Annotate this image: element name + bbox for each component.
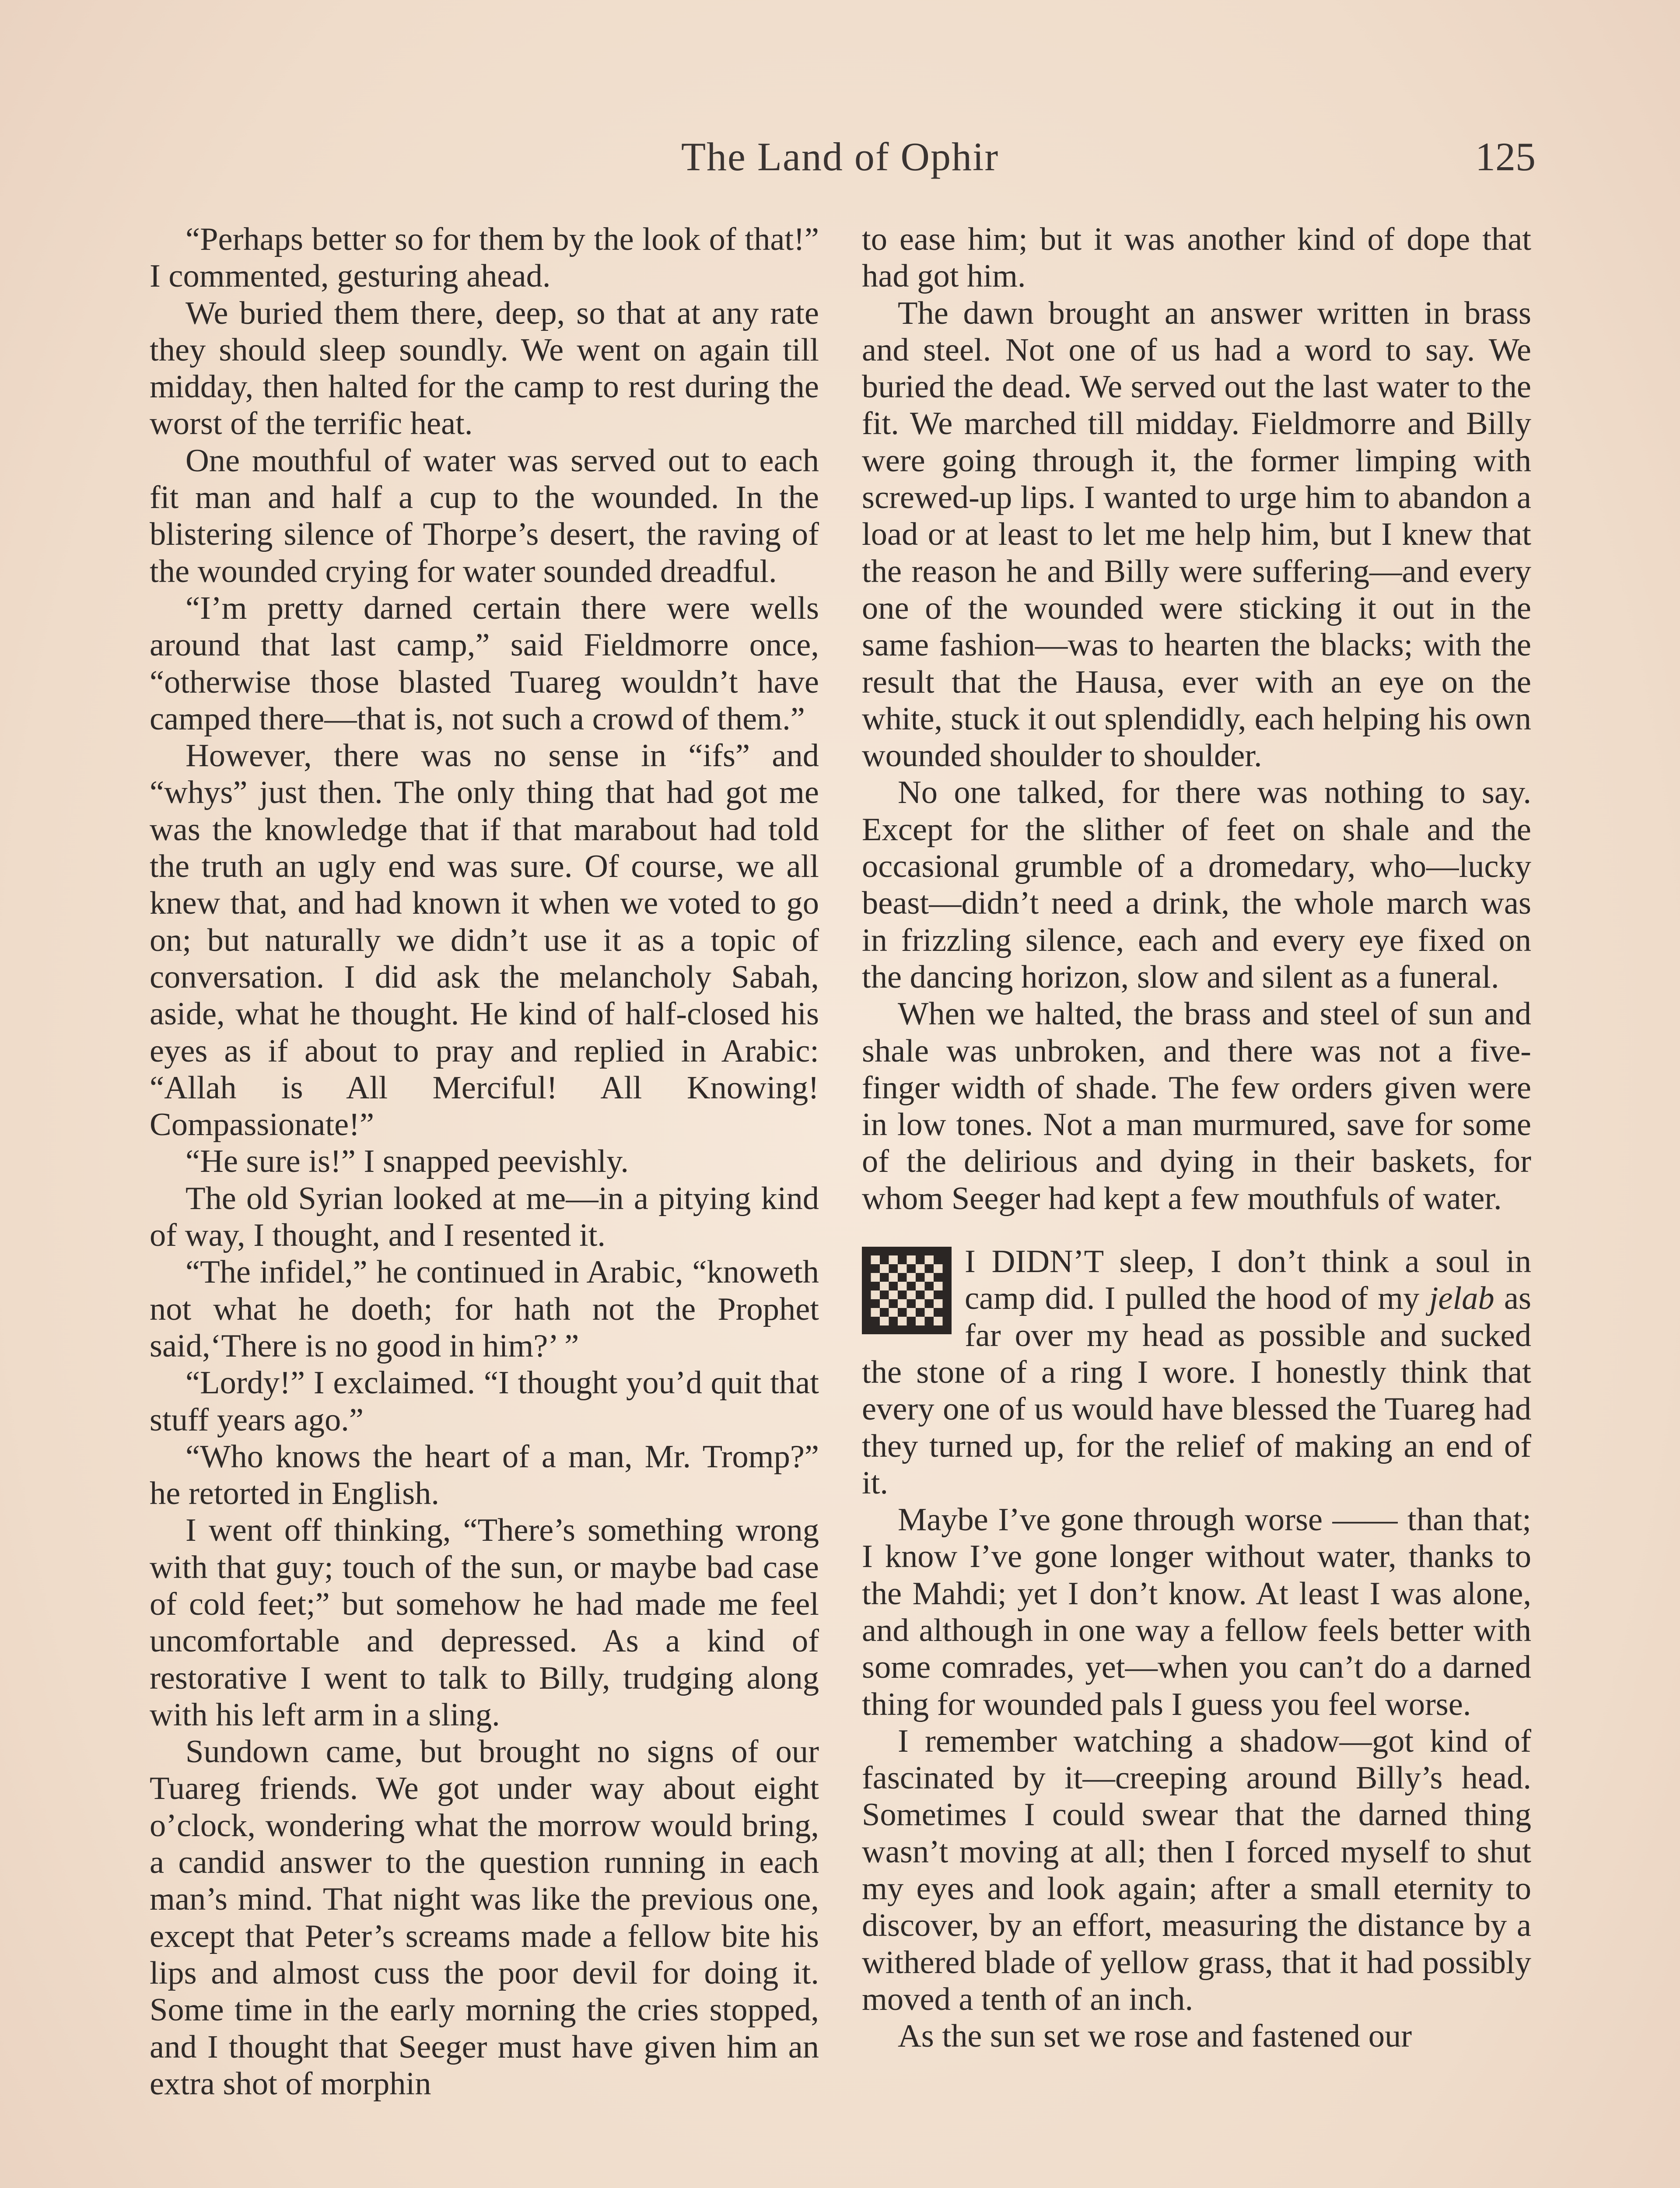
- paragraph: As the sun set we rose and fastened our: [898, 2018, 1412, 2055]
- paragraph: When we halted, the brass and steel of sun and shale was unbroken, and there was not a five-finger width of shade. The few orders given were in low tones. Not a man murmured, save for some of the delirious and dying in their baskets, for whom Seeger had kept a few mouthfuls of water.: [862, 996, 1531, 1217]
- right-column: [862, 221, 1531, 2188]
- checkered-ornament-icon: [862, 1247, 952, 1334]
- running-header-title: The Land of Ophir: [681, 134, 999, 179]
- paragraph: No one talked, for there was nothing to say. Except for the slither of feet on shale and the occasional grumble of a dromedary, who—lucky beast—didn’t need a drink, the whole march was in frizzling silence, each and every eye fixed on the dancing horizon, slow and silent as a funeral.: [862, 775, 1531, 995]
- paragraph: “Who knows the heart of a man, Mr. Tromp?” he retorted in English.: [150, 1438, 819, 1512]
- paragraph: I went off thinking, “There’s something wrong with that guy; touch of the sun, or maybe bad case of cold feet;” but somehow he had made me feel uncomfortable and depressed. As a kind of restorative I went to talk to Billy, trudging along with his left arm in a sling.: [150, 1512, 819, 1733]
- page-number: 125: [1475, 134, 1536, 179]
- paragraph: “The infidel,” he continued in Arabic, “knoweth not what he doeth; for hath not the Prophet said,‘There is no good in him?’ ”: [150, 1254, 819, 1364]
- section-start-paragraph: [862, 1243, 1531, 1501]
- section-lead-text: I DIDN’T sleep, I don’t think a soul in camp did. I pulled the hood of my: [965, 1244, 1531, 1317]
- paragraph: “I’m pretty darned certain there were wells around that last camp,” said Fieldmorre once, “otherwise those blasted Tuareg wouldn’t have camped there—that is, not such a crowd of them.”: [150, 590, 819, 737]
- paragraph: One mouthful of water was served out to each fit man and half a cup to the wounded. In the blistering silence of Thorpe’s desert, the raving of the wounded crying for water sounded dreadful.: [150, 442, 819, 589]
- paragraph-continued: to ease him; but it was another kind of dope that had got him.: [862, 221, 1531, 295]
- paragraph: However, there was no sense in “ifs” and “whys” just then. The only thing that had got me was the knowledge that if that marabout had told the truth an ugly end was sure. Of course, we all knew that, and had known it when we voted to go on; but naturally we didn’t use it as a topic of conversation. I did ask the melancholy Sabah, aside, what he thought. He kind of half-closed his eyes as if about to pray and replied in Arabic: “Allah is All Merciful! All Knowing! Compassionate!”: [150, 738, 819, 1143]
- paragraph: The old Syrian looked at me—in a pitying kind of way, I thought, and I resented it.: [150, 1180, 819, 1254]
- italic-word: jelab: [1429, 1280, 1494, 1317]
- paragraph: Maybe I’ve gone through worse —— than that; I know I’ve gone longer without water, thanks to the Mahdi; yet I don’t know. At least I was alone, and although in one way a fellow feels better with some comrades, yet—when you can’t do a darned thing for wounded pals I guess you feel worse.: [862, 1502, 1531, 1722]
- paragraph: Sundown came, but brought no signs of our Tuareg friends. We got under way about eight o’clock, wondering what the morrow would bring, a candid answer to the question running in each man’s mind. That night was like the previous one, except that Peter’s screams made a fellow bite his lips and almost cuss the poor devil for doing it. Some time in the early morning the cries stopped, and I thought that Seeger must have given him an extra shot of morphin: [150, 1734, 819, 2102]
- paragraph: “He sure is!” I snapped peevishly.: [186, 1143, 629, 1180]
- paragraph: “Lordy!” I exclaimed. “I thought you’d quit that stuff years ago.”: [150, 1365, 819, 1438]
- paragraph: The dawn brought an answer written in brass and steel. Not one of us had a word to say. We buried the dead. We served out the last water to the fit. We marched till midday. Fieldmorre and Billy were going through it, the former limping with screwed-up lips. I wanted to urge him to abandon a load or at least to let me help him, but I knew that the reason he and Billy were suffering—and every one of the wounded were sticking it out in the same fashion—was to hearten the blacks; with the result that the Hausa, ever with an eye on the white, stuck it out splendidly, each helping his own wounded shoulder to shoulder.: [862, 295, 1531, 774]
- paragraph: We buried them there, deep, so that at any rate they should sleep soundly. We went on again till midday, then halted for the camp to rest during the worst of the terrific heat.: [150, 295, 819, 442]
- paragraph: I remember watching a shadow—got kind of fascinated by it—creeping around Billy’s head. Sometimes I could swear that the darned thing wasn’t moving at all; then I forced myself to shut my eyes and look again; after a small eternity to discover, by an effort, measuring the distance by a withered blade of yellow grass, that it had possibly moved a tenth of an inch.: [862, 1723, 1531, 2017]
- section-break: [862, 1217, 1531, 1243]
- paragraph: “Perhaps better so for them by the look of that!” I commented, gesturing ahead.: [150, 221, 819, 295]
- left-column: [150, 221, 819, 2188]
- section-rest-text: as far over my head as possible and sucked the stone of a ring I wore. I honestly think that every one of us would have blessed the Tuareg had they turned up, for the relief of making an end of it.: [862, 1280, 1531, 1501]
